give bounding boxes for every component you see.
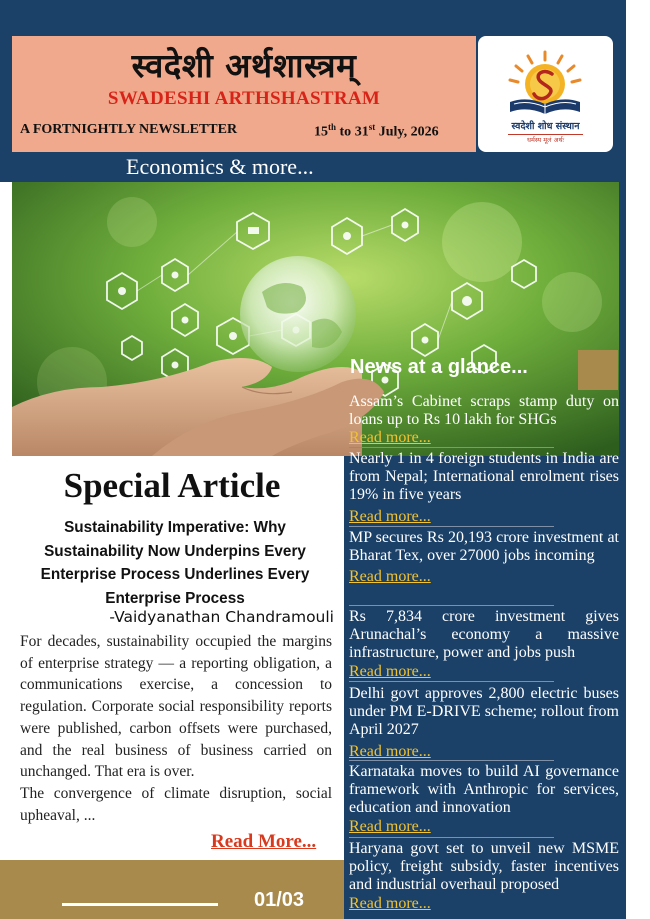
article-paragraph: For decades, sustainability occupied the margins of enterprise strategy — a reporting obligation, a communications exercise, a concession to regulation. Corporate social responsibility reports were published, carbon offsets were purchased, and the real business of business carried on unchanged. That era is over. xyxy=(20,633,332,781)
news-divider xyxy=(349,526,554,527)
article-paragraph: The convergence of climate disruption, social upheaval, ... xyxy=(20,784,332,824)
logo-org-name: स्वदेशी शोध संस्थान xyxy=(511,121,580,132)
page-number: 01/03 xyxy=(254,889,305,911)
news-item xyxy=(349,608,619,681)
news-item-text: Nearly 1 in 4 foreign students in India are from Nepal; International enrolment rises 19% in five years xyxy=(349,450,619,504)
news-divider xyxy=(349,605,554,606)
date-end-suffix: st xyxy=(368,122,376,132)
news-item xyxy=(349,393,619,447)
logo-card xyxy=(478,36,613,152)
news-item-text: Delhi govt approves 2,800 electric buses under PM E-DRIVE scheme; rollout from April 2027 xyxy=(349,685,619,739)
news-read-more-link[interactable]: Read more... xyxy=(349,817,431,835)
news-read-more-link[interactable]: Read more... xyxy=(349,662,431,680)
news-item xyxy=(349,763,619,836)
news-item xyxy=(349,840,619,913)
news-item-text: Rs 7,834 crore investment gives Arunachal’s economy a massive infrastructure, power and jobs push xyxy=(349,608,619,662)
footer-rule xyxy=(62,903,218,906)
news-item xyxy=(349,450,619,526)
article-headline: Sustainability Imperative: Why Sustainability Now Underpins Every Enterprise Process Underlines Every Enterprise Process xyxy=(40,519,310,607)
page-margin xyxy=(626,0,650,919)
special-article-title: Special Article xyxy=(63,466,281,505)
accent-square xyxy=(578,350,618,390)
news-heading: News at a glance... xyxy=(350,356,528,378)
article-body xyxy=(20,631,332,826)
sun-book-emblem-icon xyxy=(500,46,590,121)
article-read-more-link[interactable]: Read More... xyxy=(211,831,317,852)
masthead-title-english: SWADESHI ARTHSHASTRAM xyxy=(107,88,381,109)
news-divider xyxy=(349,681,554,682)
news-item xyxy=(349,529,619,586)
article-author: -Vaidyanathan Chandramouli xyxy=(109,608,334,626)
logo-motto: धर्मस्य मूलं अर्थः xyxy=(526,136,565,144)
news-divider xyxy=(349,837,554,838)
date-start-day: 15 xyxy=(314,124,328,140)
news-divider xyxy=(349,447,554,448)
masthead xyxy=(12,36,476,152)
news-read-more-link[interactable]: Read more... xyxy=(349,568,431,586)
footer-bar xyxy=(0,860,344,919)
issue-date xyxy=(314,122,439,141)
news-read-more-link[interactable]: Read more... xyxy=(349,507,431,525)
news-read-more-link[interactable]: Read more... xyxy=(349,894,431,912)
news-item-text: Assam’s Cabinet scraps stamp duty on loans up to Rs 10 lakh for SHGs xyxy=(349,393,619,429)
date-end-day: 31 xyxy=(354,124,369,140)
date-month-year: July, 2026 xyxy=(378,124,439,140)
special-article xyxy=(0,456,344,860)
news-item-text: Karnataka moves to build AI governance framework with Anthropic for services, education and innovation xyxy=(349,763,619,817)
news-item-text: Haryana govt set to unveil new MSME policy, freight subsidy, faster incentives and industrial overhaul proposed xyxy=(349,840,619,894)
tagline: Economics & more... xyxy=(126,154,314,179)
date-start-suffix: th xyxy=(328,122,337,132)
news-read-more-link[interactable]: Read more... xyxy=(349,742,431,760)
news-item xyxy=(349,685,619,761)
masthead-title-hindi: स्वदेशी अर्थशास्त्रम् xyxy=(131,46,357,85)
newsletter-label: A FORTNIGHTLY NEWSLETTER xyxy=(20,122,238,137)
news-divider xyxy=(349,760,554,761)
news-item-text: MP secures Rs 20,193 crore investment at Bharat Tex, over 27000 jobs incoming xyxy=(349,529,619,565)
news-read-more-link[interactable]: Read more... xyxy=(349,429,431,447)
date-to-word: to xyxy=(339,124,352,140)
